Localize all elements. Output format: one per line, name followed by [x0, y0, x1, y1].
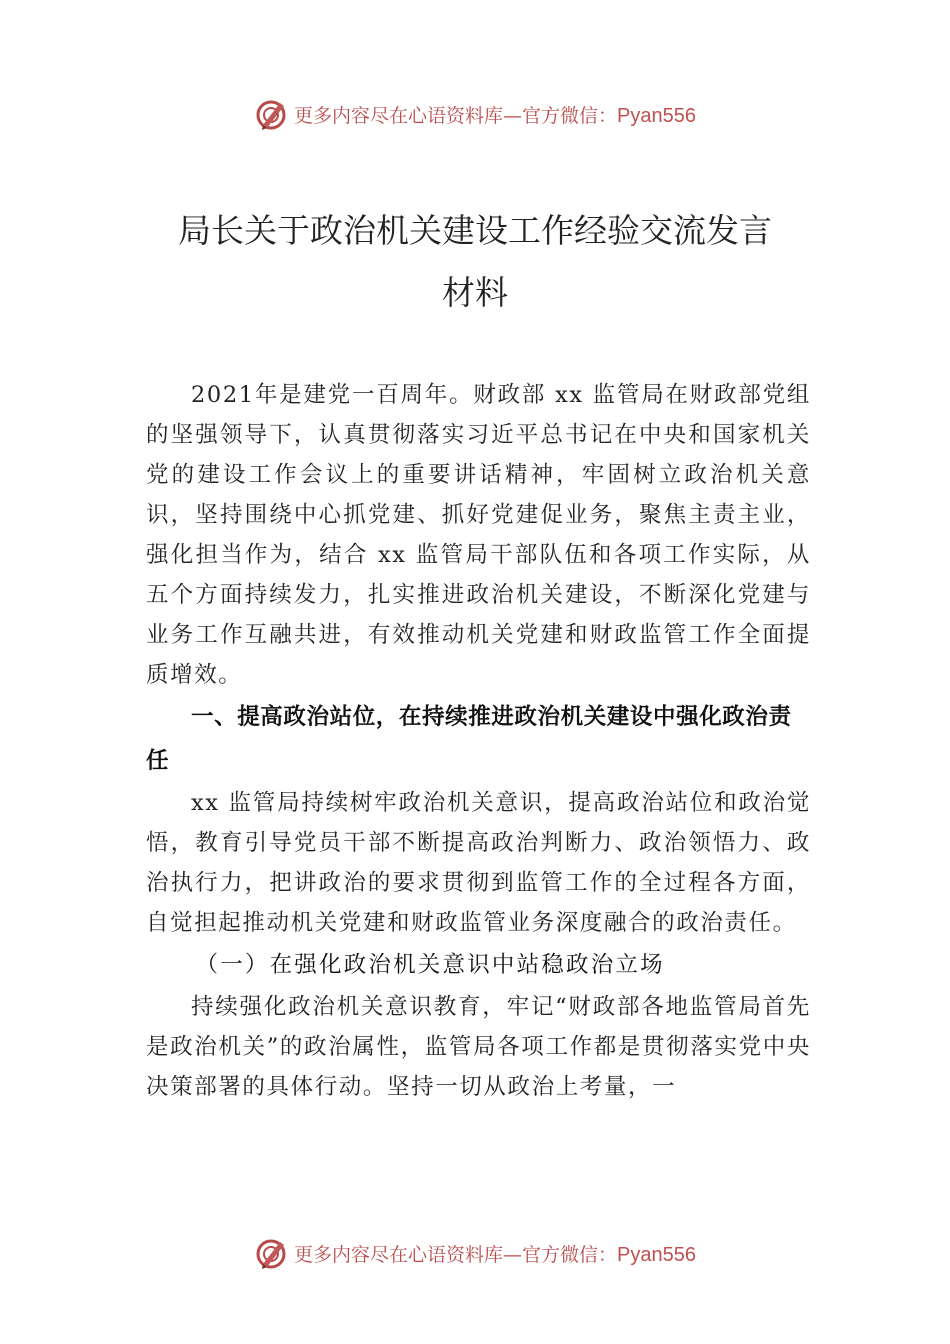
header-banner [0, 94, 950, 134]
document-body [146, 375, 811, 1107]
section-1-paragraph: xx 监管局持续树牢政治机关意识，提高政治站位和政治觉悟，教育引导党员干部不断提高政治判断力、政治领悟力、政治执行力，把讲政治的要求贯彻到监管工作的全过程各方面，自觉担起推动机关党建和财政监管业务深度融合的政治责任。 [146, 790, 811, 936]
header-banner-wechat-id: Pyan556 [617, 104, 696, 127]
document-title [0, 200, 950, 324]
footer-banner-wechat-id: Pyan556 [617, 1243, 696, 1266]
intro-paragraph: 2021年是建党一百周年。财政部 xx 监管局在财政部党组的坚强领导下，认真贯彻落实习近平总书记在中央和国家机关党的建设工作会议上的重要讲话精神，牢固树立政治机关意识，坚持围绕中心抓党建、抓好党建促业务，聚焦主责主业，强化担当作为，结合 xx 监管局干部队伍和各项工作实际，从五个方面持续发力，扎实推进政治机关建设，不断深化党建与业务工作互融共进，有效推动机关党建和财政监管工作全面提质增效。 [146, 382, 811, 688]
document-title-line-2: 材料 [442, 273, 508, 312]
document-title-line-1: 局长关于政治机关建设工作经验交流发言 [178, 211, 772, 250]
header-banner-text [294, 101, 696, 128]
footer-banner-label: 更多内容尽在心语资料库—官方微信： [294, 1243, 618, 1266]
pen-logo-icon [254, 97, 288, 131]
footer-banner-text [294, 1240, 696, 1267]
section-heading-1: 一、提高政治站位，在持续推进政治机关建设中强化政治责任 [146, 704, 792, 774]
pen-logo-icon [254, 1236, 288, 1270]
subsection-1-paragraph: 持续强化政治机关意识教育，牢记“财政部各地监管局首先是政治机关”的政治属性，监管局各项工作都是贯彻落实党中央决策部署的具体行动。坚持一切从政治上考量，一 [146, 994, 811, 1100]
header-banner-label: 更多内容尽在心语资料库—官方微信： [294, 104, 618, 127]
footer-banner [0, 1233, 950, 1273]
subsection-heading-1: （一）在强化政治机关意识中站稳政治立场 [195, 952, 665, 978]
